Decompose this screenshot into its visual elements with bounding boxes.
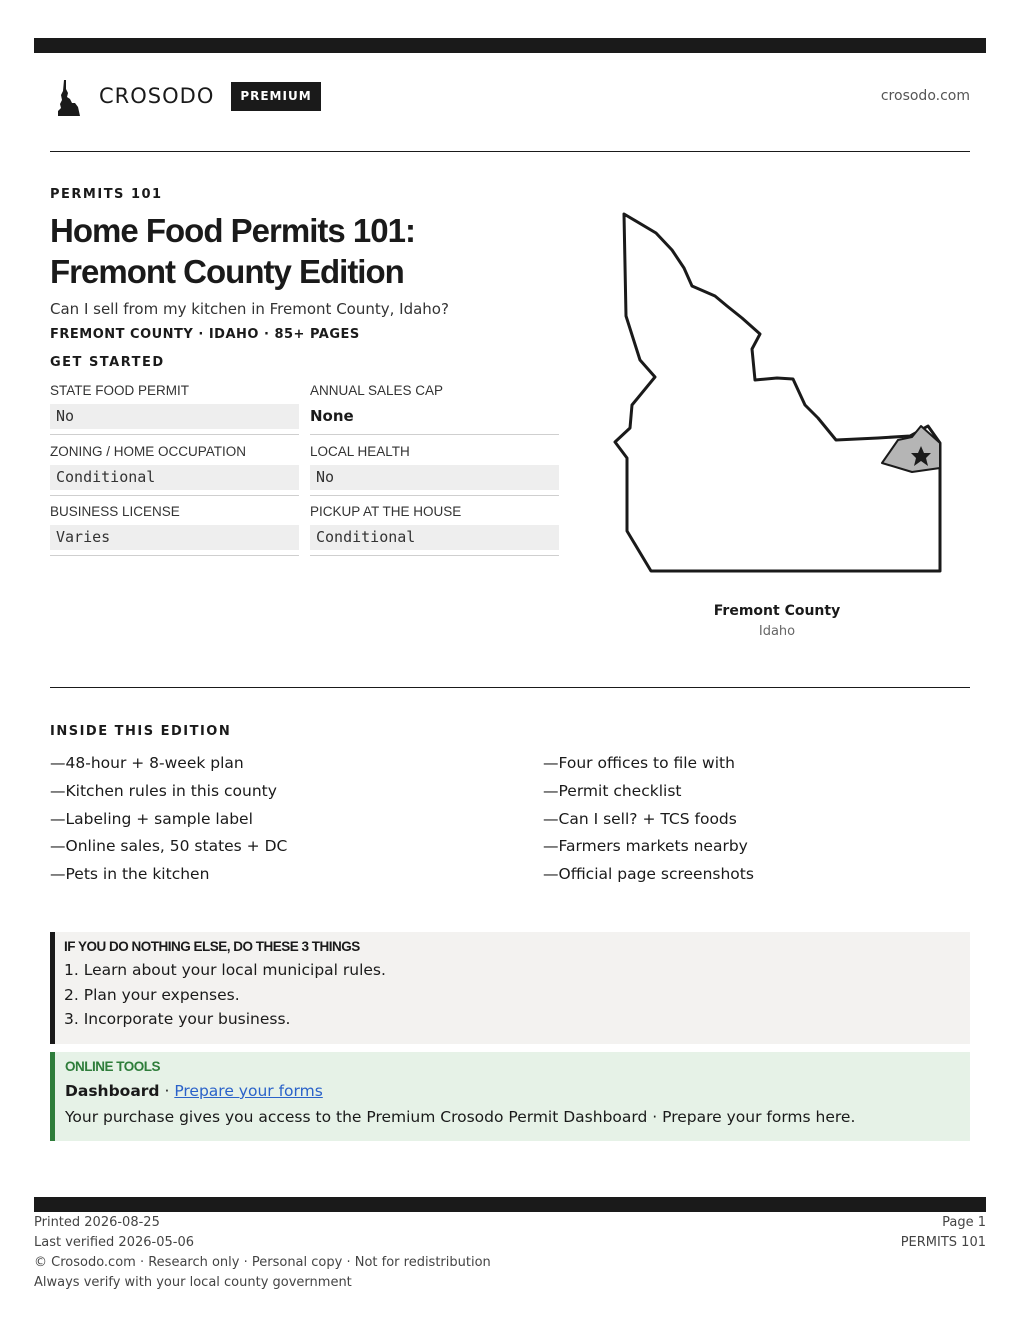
page-title [50,210,570,292]
inside-heading: INSIDE THIS EDITION [50,724,232,739]
toc-item: —48-hour + 8-week plan [50,754,244,772]
fact-value: None [310,407,354,425]
map-state-label: Idaho [758,624,796,639]
fact-label: BUSINESS LICENSE [50,504,180,519]
dashboard-label: Dashboard [65,1082,160,1100]
three-things-callout [50,932,970,1044]
callout-list [64,958,970,1032]
fact-pickup [310,504,559,556]
fact-state-food-permit [50,383,299,435]
toc-right [543,750,754,889]
toc-item: —Pets in the kitchen [50,865,210,884]
fact-value: No [310,465,559,490]
section-divider [50,687,970,688]
printed-date: Printed 2026-08-25 [34,1215,160,1230]
verify-note: Always verify with your local county government [34,1275,352,1290]
toc-item: —Four offices to file with [543,754,735,772]
footer-section: PERMITS 101 [900,1235,986,1250]
title-line-2: Fremont County Edition [50,253,404,290]
toc-item: —Online sales, 50 states + DC [50,837,288,856]
tools-title: ONLINE TOOLS [65,1059,161,1074]
eyebrow: PERMITS 101 [50,187,163,202]
title-line-1: Home Food Permits 101: [50,212,415,249]
tools-separator: · [159,1082,175,1100]
callout-item: 1. Learn about your local municipal rules. [64,961,386,979]
callout-item: 3. Incorporate your business. [64,1010,291,1028]
footer-right [901,1213,986,1253]
fact-label: STATE FOOD PERMIT [50,383,190,398]
online-tools-callout [50,1052,970,1141]
toc-item: —Labeling + sample label [50,809,253,828]
premium-badge: PREMIUM [231,82,321,111]
callout-title: IF YOU DO NOTHING ELSE, DO THESE 3 THINGS [64,939,360,954]
fact-label: LOCAL HEALTH [310,444,410,459]
site-url[interactable]: crosodo.com [880,88,970,104]
toc-item: —Official page screenshots [543,865,754,884]
footer-left [34,1213,491,1293]
fact-value: No [50,404,299,429]
page-number: Page 1 [942,1215,986,1230]
toc-left [50,750,287,889]
top-bar [34,38,986,53]
footer-bar [34,1197,986,1212]
tools-description: Your purchase gives you access to the Premium Crosodo Permit Dashboard · Prepare your forms here. [65,1108,856,1126]
prepare-forms-link[interactable]: Prepare your forms [174,1082,323,1100]
header-divider [50,151,970,152]
fact-zoning [50,444,299,496]
fact-label: ANNUAL SALES CAP [310,383,444,398]
map-county-label: Fremont County [713,603,841,619]
brand-name: CROSODO [99,84,215,108]
copyright: © Crosodo.com · Research only · Personal copy · Not for redistribution [34,1255,491,1270]
fact-value: Varies [50,525,299,550]
verified-date: Last verified 2026-05-06 [34,1235,194,1250]
toc-item: —Kitchen rules in this county [50,781,277,800]
edition-meta: FREMONT COUNTY · IDAHO · 85+ PAGES [50,327,360,342]
fact-label: ZONING / HOME OCCUPATION [50,444,247,459]
fact-label: PICKUP AT THE HOUSE [310,504,462,519]
header [50,78,970,118]
fact-annual-sales-cap [310,383,559,435]
toc-item: —Permit checklist [543,781,682,800]
fact-value: Conditional [310,525,559,550]
subtitle: Can I sell from my kitchen in Fremont County, Idaho? [50,300,449,318]
toc-item: —Can I sell? + TCS foods [543,809,737,828]
tools-links [65,1079,970,1103]
fact-value: Conditional [50,465,299,490]
fact-business-license [50,504,299,556]
idaho-map [600,200,950,580]
callout-item: 2. Plan your expenses. [64,985,240,1004]
idaho-outline-icon [615,214,940,571]
toc-item: —Farmers markets nearby [543,837,748,856]
fact-local-health [310,444,559,496]
idaho-logo-icon [58,80,80,116]
get-started-heading: GET STARTED [50,355,165,370]
